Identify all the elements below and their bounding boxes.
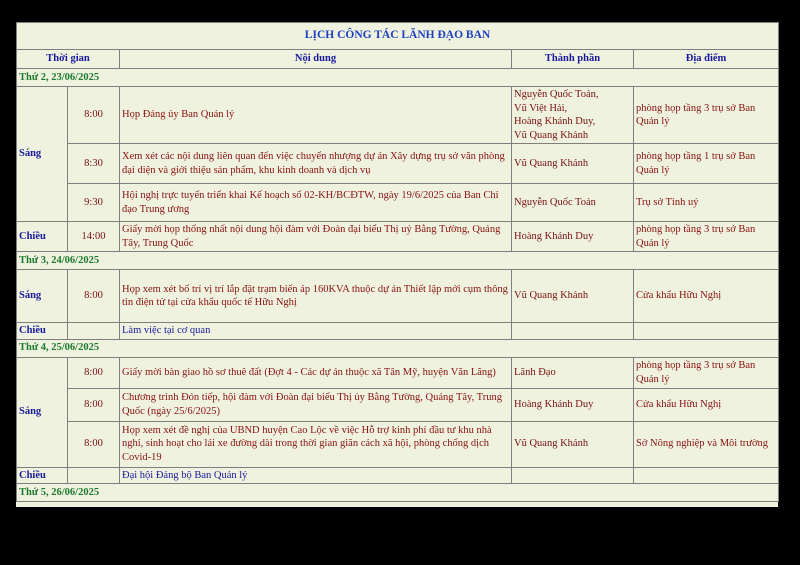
schedule-table — [16, 22, 779, 502]
session-label: Chiều — [17, 222, 68, 252]
page-title: LỊCH CÔNG TÁC LÃNH ĐẠO BAN — [17, 23, 779, 50]
header-row — [17, 50, 779, 69]
members-cell: Lãnh Đạo — [512, 357, 634, 388]
schedule-row — [17, 467, 779, 484]
place-cell: Sở Nông nghiệp và Môi trường — [634, 421, 779, 467]
session-label: Sáng — [17, 270, 68, 323]
schedule-row — [17, 144, 779, 184]
session-label: Chiều — [17, 323, 68, 340]
members-cell: Nguyễn Quốc Toản — [512, 184, 634, 222]
members-cell: Hoàng Khánh Duy — [512, 222, 634, 252]
time-cell: 8:00 — [68, 357, 120, 388]
content-cell: Giấy mời bàn giao hồ sơ thuê đất (Đợt 4 - Các dự án thuộc xã Tân Mỹ, huyện Văn Lãng) — [120, 357, 512, 388]
header-place: Địa điểm — [634, 50, 779, 69]
content-cell: Đại hội Đảng bộ Ban Quản lý — [120, 467, 512, 484]
members-cell: Hoàng Khánh Duy — [512, 388, 634, 421]
session-label: Chiều — [17, 467, 68, 484]
session-label: Sáng — [17, 357, 68, 467]
schedule-row — [17, 357, 779, 388]
place-cell: Trụ sở Tỉnh uỷ — [634, 184, 779, 222]
day-row — [17, 484, 779, 502]
content-cell: Hội nghị trực tuyến triển khai Kế hoạch số 02-KH/BCĐTW, ngày 19/6/2025 của Ban Chỉ đạo Trung ương — [120, 184, 512, 222]
day-label: Thứ 5, 26/06/2025 — [17, 484, 779, 502]
place-cell: Cửa khẩu Hữu Nghị — [634, 270, 779, 323]
time-cell — [68, 323, 120, 340]
header-members: Thành phần — [512, 50, 634, 69]
time-cell: 8:30 — [68, 144, 120, 184]
time-cell: 8:00 — [68, 388, 120, 421]
time-cell: 8:00 — [68, 87, 120, 144]
day-label: Thứ 4, 25/06/2025 — [17, 339, 779, 357]
place-cell: phòng họp tầng 3 trụ sở Ban Quản lý — [634, 87, 779, 144]
schedule-row — [17, 270, 779, 323]
content-cell: Họp xem xét đề nghị của UBND huyện Cao Lộc về việc Hỗ trợ kinh phí đầu tư khu nhà nghỉ, sinh hoạt cho lái xe đường dài trong thời gian giãn cách xã hội, phòng chống dịch Covid-19 — [120, 421, 512, 467]
content-cell: Xem xét các nội dung liên quan đến việc chuyển nhượng dự án Xây dựng trụ sở văn phòng đại diện và giới thiệu sản phẩm, khu kinh doanh và dịch vụ — [120, 144, 512, 184]
schedule-row — [17, 222, 779, 252]
members-cell: Vũ Quang Khánh — [512, 270, 634, 323]
time-cell: 9:30 — [68, 184, 120, 222]
members-cell — [512, 323, 634, 340]
place-cell: phòng họp tầng 3 trụ sở Ban Quản lý — [634, 357, 779, 388]
header-time: Thời gian — [17, 50, 120, 69]
schedule-row — [17, 87, 779, 144]
title-row — [17, 23, 779, 50]
time-cell: 8:00 — [68, 421, 120, 467]
members-cell: Vũ Quang Khánh — [512, 144, 634, 184]
schedule-sheet — [16, 22, 778, 507]
members-cell: Vũ Quang Khánh — [512, 421, 634, 467]
time-cell: 8:00 — [68, 270, 120, 323]
members-cell — [512, 467, 634, 484]
members-cell: Nguyễn Quốc Toản, Vũ Việt Hải, Hoàng Khánh Duy, Vũ Quang Khánh — [512, 87, 634, 144]
schedule-row — [17, 388, 779, 421]
day-row — [17, 69, 779, 87]
header-content: Nội dung — [120, 50, 512, 69]
content-cell: Làm việc tại cơ quan — [120, 323, 512, 340]
content-cell: Họp Đảng ủy Ban Quản lý — [120, 87, 512, 144]
content-cell: Chương trình Đón tiếp, hội đàm với Đoàn đại biểu Thị ủy Bằng Tường, Quảng Tây, Trung Quốc (ngày 25/6/2025) — [120, 388, 512, 421]
schedule-row — [17, 421, 779, 467]
place-cell — [634, 323, 779, 340]
place-cell: phòng họp tầng 1 trụ sở Ban Quản lý — [634, 144, 779, 184]
content-cell: Giấy mời họp thống nhất nội dung hội đàm với Đoàn đại biểu Thị uỷ Bằng Tường, Quảng Tây, Trung Quốc — [120, 222, 512, 252]
day-label: Thứ 2, 23/06/2025 — [17, 69, 779, 87]
time-cell: 14:00 — [68, 222, 120, 252]
session-label: Sáng — [17, 87, 68, 222]
place-cell: phòng họp tầng 3 trụ sở Ban Quản lý — [634, 222, 779, 252]
place-cell: Cửa khẩu Hữu Nghị — [634, 388, 779, 421]
day-row — [17, 252, 779, 270]
schedule-row — [17, 184, 779, 222]
place-cell — [634, 467, 779, 484]
time-cell — [68, 467, 120, 484]
day-label: Thứ 3, 24/06/2025 — [17, 252, 779, 270]
content-cell: Họp xem xét bố trí vị trí lắp đặt trạm biến áp 160KVA thuộc dự án Thiết lập mới cụm thông tin điện tử tại cửa khẩu quốc tế Hữu Nghị — [120, 270, 512, 323]
schedule-row — [17, 323, 779, 340]
day-row — [17, 339, 779, 357]
